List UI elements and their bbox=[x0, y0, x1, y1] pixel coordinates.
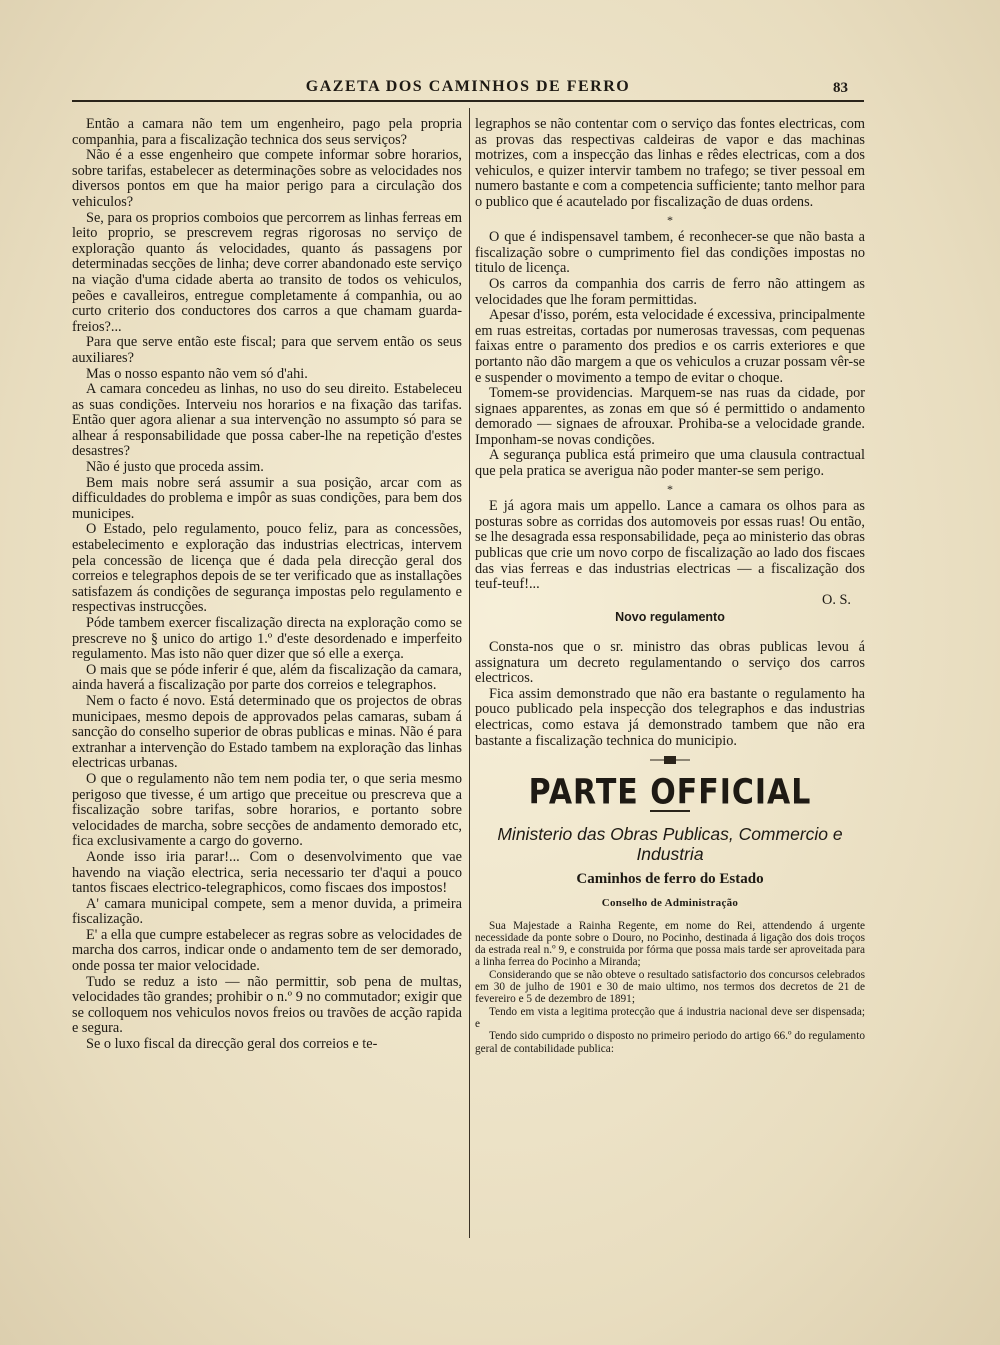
column-divider bbox=[469, 108, 470, 1238]
section-heading: Novo regulamento bbox=[615, 610, 725, 625]
paragraph: Os carros da companhia dos carris de ferro não attingem as velocidades que lhe foram permittidas. bbox=[475, 275, 865, 308]
paragraph: Póde tambem exercer fiscalização directa na exploração como se prescreve no § unico do artigo 1.º d'este desordenado e imperfeito regulamento. Mas isto não quer dizer que só elle a exerça. bbox=[72, 615, 462, 663]
paragraph: Tendo sido cumprido o disposto no primeiro periodo do artigo 66.º do regulamento geral de contabilidade publica: bbox=[475, 1030, 865, 1055]
paragraph: Sua Majestade a Rainha Regente, em nome do Rei, attendendo á urgente necessidade da ponte sobre o Douro, no Pocinho, destinada á ligação dos dois troços da estrada real n.º 9, e construida por fórma que possa mais tarde ser aproveitada para a linha ferrea do Pocinho a Miranda; bbox=[475, 919, 865, 969]
paragraph: E já agora mais um appello. Lance a camara os olhos para as posturas sobre as corridas dos automoveis por essas ruas! Ou então, se lhe desagrada essa responsabilidade, peça ao ministerio das obras publicas que crie um novo corpo de fiscalização ao lado dos fiscaes das vias ferreas e das industrias electricas — a fiscalização dos teuf-teuf!... bbox=[475, 498, 865, 593]
section-star: * bbox=[667, 212, 673, 227]
paragraph: Tudo se reduz a isto — não permittir, sob pena de multas, velocidades tão grandes; prohibir o n.º 9 no commutador; exigir que se colloquem nos vehiculos novos freios ou travões de acção rapida e segura. bbox=[72, 973, 462, 1037]
paragraph: Nem o facto é novo. Está determinado que os projectos de obras municipaes, mesmo depois de approvados pelas camaras, subam á sancção do conselho superior de obras publicas e minas. Não é para extranhar a intervenção do Estado tambem na exploração das linhas electricas urbanas. bbox=[72, 692, 462, 772]
official-decree-text bbox=[475, 920, 865, 1055]
paragraph: O que o regulamento não tem nem podia ter, o que seria mesmo perigoso que tivesse, é um artigo que preceitue ou prescreva que a fiscalização sobre tarifas, sobre horarios, e portanto sobre velocidades de marcha, sobre secções de andamento demorado etc, fica exclusivamente a cargo do governo. bbox=[72, 770, 462, 850]
paragraph: Aonde isso iria parar!... Com o desenvolvimento que vae havendo na viação electrica, seria necessario ter d'aqui a pouco tantos fiscaes electrico-telegraphicos, como fiscaes dos impostos! bbox=[72, 848, 462, 897]
subsubheading: Conselho de Administração bbox=[601, 896, 739, 909]
paragraph: Mas o nosso espanto não vem só d'ahi. bbox=[86, 365, 308, 382]
publication-title: GAZETA DOS CAMINHOS DE FERRO bbox=[305, 78, 631, 95]
page-header bbox=[72, 78, 864, 100]
paragraph: Se, para os proprios comboios que percorrem as linhas ferreas em leito proprio, se prescrevem regras rigorosas no serviço de exploração quanto ás velocidades, quanto ás passagens por determinadas secções de linha; deve correr abandonado este serviço na viação d'uma cidade aberta ao transito de todos os vehiculos, peões e cavalleiros, entregue completamente á companhia, ou ao curto criterio dos conductores dos carros a que chamam guarda-freios?... bbox=[72, 209, 462, 335]
paragraph: O que é indispensavel tambem, é reconhecer-se que não basta a fiscalização sobre o cumprimento fiel das condições impostas no titulo de licença. bbox=[475, 229, 865, 277]
author-signature: O. S. bbox=[822, 591, 851, 608]
paragraph: Não é justo que proceda assim. bbox=[86, 459, 264, 476]
paragraph: Consta-nos que o sr. ministro das obras publicas levou á assignatura um decreto regulamentando o serviço dos carros electricos. bbox=[475, 639, 865, 687]
ornament-icon bbox=[650, 755, 690, 765]
paragraph: legraphos se não contentar com o serviço das fontes electricas, com as provas das respectivas caldeiras de vapor e das machinas motrizes, com a inspecção das linhas e rêdes electricas, com a dos vehiculos, e quizer intervir tambem no trafego; se tiver pessoal em numero bastante e com a competencia sufficiente; tanto melhor para o publico que é acautelado por fiscalização de duas ordens. bbox=[475, 116, 865, 210]
paragraph: Para que serve então este fiscal; para que servem então os seus auxiliares? bbox=[72, 334, 462, 366]
paragraph: A' camara municipal compete, sem a menor duvida, a primeira fiscalização. bbox=[72, 895, 462, 928]
paragraph: Bem mais nobre será assumir a sua posição, arcar com as difficuldades do problema e impôr as suas condições, para bem dos municipes. bbox=[72, 474, 462, 522]
paragraph: A camara concedeu as linhas, no uso do seu direito. Estabeleceu as suas condições. Interveiu nos horarios e na fixação das tarifas. Então quer agora alienar a sua intervenção no assumpto só para se alhear á responsabilidade que possa caber-lhe na repetição d'estes desastres? bbox=[72, 381, 462, 460]
parte-official-heading: PARTE OFFICIAL bbox=[528, 772, 812, 813]
page-number: 83 bbox=[833, 80, 848, 96]
paragraph: Fica assim demonstrado que não era bastante o regulamento ha pouco publicado pela inspecção dos telegraphos e das industrias electricas, como estava já demonstrado tambem que não era bastante a fiscalização technica do municipio. bbox=[475, 685, 865, 749]
left-column bbox=[72, 117, 462, 1053]
paragraph: Tomem-se providencias. Marquem-se nas ruas da cidade, por signaes apparentes, as zonas em que só é permittido o andamento demorado — signaes de afrouxar. Prohiba-se a velocidade grande. Imponham-se novas condições. bbox=[475, 385, 865, 448]
subheading: Caminhos de ferro do Estado bbox=[576, 871, 764, 888]
paragraph: Se o luxo fiscal da direcção geral dos correios e te- bbox=[86, 1036, 378, 1053]
header-rule bbox=[72, 100, 864, 102]
paragraph: Apesar d'isso, porém, esta velocidade é excessiva, principalmente em ruas estreitas, cortadas por numerosas travessas, com pequenas faixas entre o paramento dos predios e os carris exteriores e que portanto não dão margem a que os vehiculos a cruzar possam vêr-se e suspender o movimento a tempo de evitar o choque. bbox=[475, 307, 865, 386]
ministry-heading: Ministerio das Obras Publicas, Commercio e Industria bbox=[497, 824, 843, 865]
paragraph: Então a camara não tem um engenheiro, pago pela propria companhia, para a fiscalização technica dos seus serviços? bbox=[72, 116, 462, 148]
paragraph: O mais que se póde inferir é que, além da fiscalização da camara, ainda haverá a fiscalização por parte dos correios e telegraphos. bbox=[72, 661, 462, 694]
paragraph: Considerando que se não obteve o resultado satisfactorio dos concursos celebrados em 30 de julho de 1901 e 30 de maio ultimo, nos termos dos decretos de 21 de fevereiro e 5 de dezembro de 1891; bbox=[475, 968, 865, 1006]
paragraph: Tendo em vista a legitima protecção que á industria nacional deve ser dispensada; e bbox=[475, 1005, 865, 1030]
paragraph: E' a ella que cumpre estabelecer as regras sobre as velocidades de marcha dos carros, indicar onde o andamento tem de ser demorado, onde possa ter maior velocidade. bbox=[72, 926, 462, 975]
section-star: * bbox=[667, 481, 673, 496]
paragraph: O Estado, pelo regulamento, pouco feliz, para as concessões, estabelecimento e exploração das industrias electricas, intervem pela concessão de licença que é dada pela direcção geral dos correios e telegraphos depois de se ter verificado que as installações satisfazem ás condições de segurança impostas pelo regulamento e respectivas instrucções. bbox=[72, 521, 462, 616]
paragraph: Não é a esse engenheiro que compete informar sobre horarios, sobre tarifas, estabelecer as determinações sobre as velocidades nos diversos pontos em que ha maior perigo para a circulação dos vehiculos? bbox=[72, 147, 462, 210]
right-column bbox=[475, 117, 865, 1055]
ornament-divider bbox=[475, 755, 865, 771]
paragraph: A segurança publica está primeiro que uma clausula contractual que pela pratica se averigua não poder manter-se sem perigo. bbox=[475, 447, 865, 480]
